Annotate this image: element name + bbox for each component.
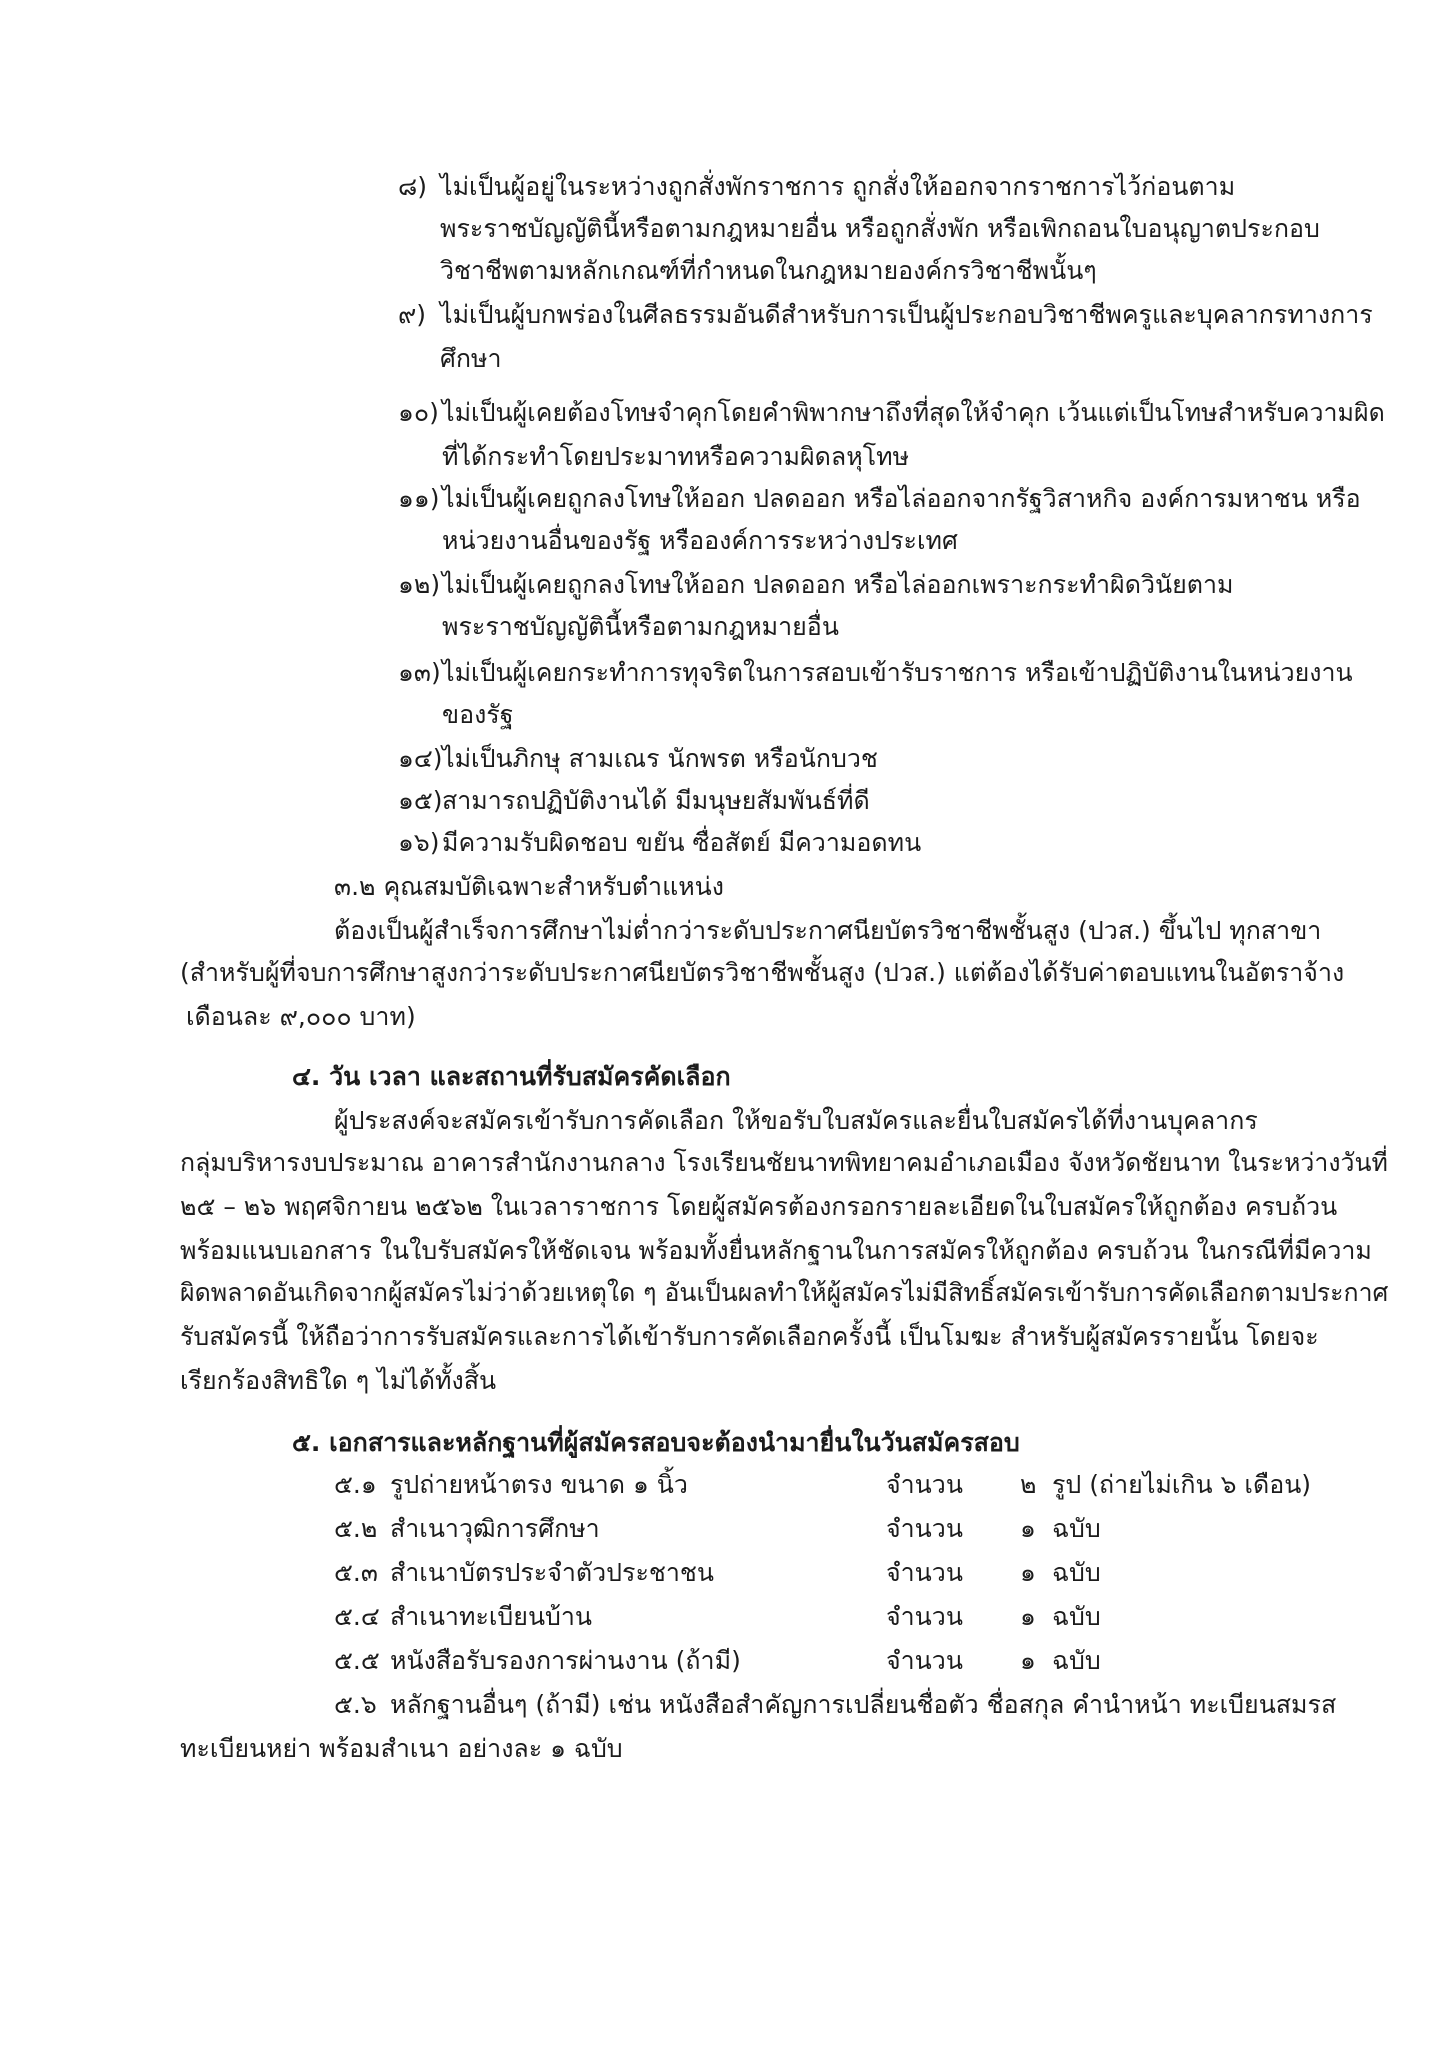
quantity-unit: รูป (ถ่ายไม่เกิน ๖ เดือน) (1052, 1470, 1312, 1499)
document-item (334, 1468, 1314, 1502)
item-text: วิชาชีพตามหลักเกณฑ์ที่กำหนดในกฎหมายองค์กรวิชาชีพนั้นๆ (440, 256, 1097, 285)
section-heading: ๔. วัน เวลา และสถานที่รับสมัครคัดเลือก (292, 1062, 731, 1091)
item-number: ๑๐) (398, 398, 439, 427)
item-number: ๙) (398, 300, 427, 329)
quantity-value: ๑ (1020, 1514, 1036, 1543)
item-number: ๑๓) (398, 658, 441, 687)
document-item (334, 1512, 1314, 1546)
quantity-label: จำนวน (886, 1558, 963, 1587)
item-number: ๕.๓ (334, 1558, 378, 1587)
paragraph-line: เดือนละ ๙,๐๐๐ บาท) (186, 1002, 416, 1031)
item-text: ไม่เป็นผู้เคยกระทำการทุจริตในการสอบเข้ารับราชการ หรือเข้าปฏิบัติงานในหน่วยงาน (442, 658, 1353, 687)
item-text: พระราชบัญญัตินี้หรือตามกฎหมายอื่น (442, 612, 839, 641)
item-text: หน่วยงานอื่นของรัฐ หรือองค์การระหว่างประเทศ (442, 526, 958, 555)
paragraph-line: ผู้ประสงค์จะสมัครเข้ารับการคัดเลือก ให้ขอรับใบสมัครและยื่นใบสมัครได้ที่งานบุคลากร (334, 1106, 1258, 1135)
item-text: สามารถปฏิบัติงานได้ มีมนุษยสัมพันธ์ที่ดี (442, 786, 870, 815)
quantity-value: ๑ (1020, 1602, 1036, 1631)
quantity-label: จำนวน (886, 1646, 963, 1675)
item-number: ๑๔) (398, 744, 443, 773)
paragraph-line: ผิดพลาดอันเกิดจากผู้สมัครไม่ว่าด้วยเหตุใด ๆ อันเป็นผลทำให้ผู้สมัครไม่มีสิทธิ์สมัครเข้ารับการคัดเลือกตามประกาศ (180, 1278, 1389, 1307)
item-text: มีความรับผิดชอบ ขยัน ซื่อสัตย์ มีความอดทน (442, 828, 922, 857)
quantity-value: ๒ (1020, 1470, 1037, 1499)
item-number: ๑๑) (398, 484, 440, 513)
item-number: ๕.๑ (334, 1470, 377, 1499)
paragraph-line: เรียกร้องสิทธิใด ๆ ไม่ได้ทั้งสิ้น (180, 1366, 497, 1395)
item-text: สำเนาวุฒิการศึกษา (390, 1514, 600, 1543)
item-text: ไม่เป็นผู้เคยถูกลงโทษให้ออก ปลดออก หรือไล่ออกจากรัฐวิสาหกิจ องค์การมหาชน หรือ (442, 484, 1361, 513)
item-number: ๑๕) (398, 786, 443, 815)
quantity-unit: ฉบับ (1052, 1514, 1101, 1543)
quantity-label: จำนวน (886, 1602, 963, 1631)
item-text: ของรัฐ (442, 700, 514, 729)
quantity-label: จำนวน (886, 1470, 963, 1499)
paragraph-line: พร้อมแนบเอกสาร ในใบรับสมัครให้ชัดเจน พร้อมทั้งยื่นหลักฐานในการสมัครให้ถูกต้อง ครบถ้วน ในกรณีที่มีความ (180, 1236, 1372, 1265)
paragraph-line: (สำหรับผู้ที่จบการศึกษาสูงกว่าระดับประกาศนียบัตรวิชาชีพชั้นสูง (ปวส.) แต่ต้องได้รับค่าตอบแทนในอัตราจ้าง (180, 958, 1345, 987)
item-number: ๕.๔ (334, 1602, 380, 1631)
item-text: ไม่เป็นผู้บกพร่องในศีลธรรมอันดีสำหรับการเป็นผู้ประกอบวิชาชีพครูและบุคลากรทางการ (440, 300, 1373, 329)
item-number: ๘) (398, 172, 428, 201)
paragraph-line: รับสมัครนี้ ให้ถือว่าการรับสมัครและการได้เข้ารับการคัดเลือกครั้งนี้ เป็นโมฆะ สำหรับผู้สมัครรายนั้น โดยจะ (180, 1322, 1319, 1351)
quantity-label: จำนวน (886, 1514, 963, 1543)
section-heading: ๕. เอกสารและหลักฐานที่ผู้สมัครสอบจะต้องนำมายื่นในวันสมัครสอบ (292, 1428, 1020, 1457)
item-text: สำเนาทะเบียนบ้าน (390, 1602, 593, 1631)
paragraph-line: กลุ่มบริหารงบประมาณ อาคารสำนักงานกลาง โรงเรียนชัยนาทพิทยาคมอำเภอเมือง จังหวัดชัยนาท ในระหว่างวันที่ (180, 1148, 1388, 1177)
document-item (334, 1600, 1314, 1634)
item-text: ไม่เป็นภิกษุ สามเณร นักพรต หรือนักบวช (442, 744, 878, 773)
item-number: ๑๒) (398, 570, 441, 599)
item-text: หนังสือรับรองการผ่านงาน (ถ้ามี) (390, 1646, 741, 1675)
quantity-unit: ฉบับ (1052, 1558, 1101, 1587)
document-item (334, 1556, 1314, 1590)
item-number: ๑๖) (398, 828, 440, 857)
item-text: ไม่เป็นผู้เคยถูกลงโทษให้ออก ปลดออก หรือไล่ออกเพราะกระทำผิดวินัยตาม (442, 570, 1234, 599)
item-number: ๕.๖ (334, 1690, 377, 1719)
document-item (334, 1644, 1314, 1678)
item-number: ๕.๕ (334, 1646, 380, 1675)
item-text: พระราชบัญญัตินี้หรือตามกฎหมายอื่น หรือถูกสั่งพัก หรือเพิกถอนใบอนุญาตประกอบ (440, 214, 1320, 243)
paragraph-line: ต้องเป็นผู้สำเร็จการศึกษาไม่ต่ำกว่าระดับประกาศนียบัตรวิชาชีพชั้นสูง (ปวส.) ขึ้นไป ทุกสาขา (334, 916, 1322, 945)
item-text: สำเนาบัตรประจำตัวประชาชน (390, 1558, 714, 1587)
item-number: ๕.๒ (334, 1514, 378, 1543)
item-text: ศึกษา (440, 344, 502, 373)
item-text: ไม่เป็นผู้อยู่ในระหว่างถูกสั่งพักราชการ ถูกสั่งให้ออกจากราชการไว้ก่อนตาม (440, 172, 1236, 201)
section-heading: ๓.๒ คุณสมบัติเฉพาะสำหรับตำแหน่ง (334, 872, 724, 901)
paragraph-line: ๒๕ – ๒๖ พฤศจิกายน ๒๕๖๒ ในเวลาราชการ โดยผู้สมัครต้องกรอกรายละเอียดในใบสมัครให้ถูกต้อง ครบถ้วน (180, 1192, 1338, 1221)
item-text: ไม่เป็นผู้เคยต้องโทษจำคุกโดยคำพิพากษาถึงที่สุดให้จำคุก เว้นแต่เป็นโทษสำหรับความผิด (442, 398, 1385, 427)
quantity-value: ๑ (1020, 1646, 1036, 1675)
quantity-value: ๑ (1020, 1558, 1036, 1587)
item-text: หลักฐานอื่นๆ (ถ้ามี) เช่น หนังสือสำคัญการเปลี่ยนชื่อตัว ชื่อสกุล คำนำหน้า ทะเบียนสมรส (390, 1690, 1337, 1719)
quantity-unit: ฉบับ (1052, 1602, 1101, 1631)
item-text: รูปถ่ายหน้าตรง ขนาด ๑ นิ้ว (390, 1470, 688, 1499)
item-text: ที่ได้กระทำโดยประมาทหรือความผิดลหุโทษ (442, 442, 910, 471)
item-text: ทะเบียนหย่า พร้อมสำเนา อย่างละ ๑ ฉบับ (180, 1734, 623, 1763)
quantity-unit: ฉบับ (1052, 1646, 1101, 1675)
